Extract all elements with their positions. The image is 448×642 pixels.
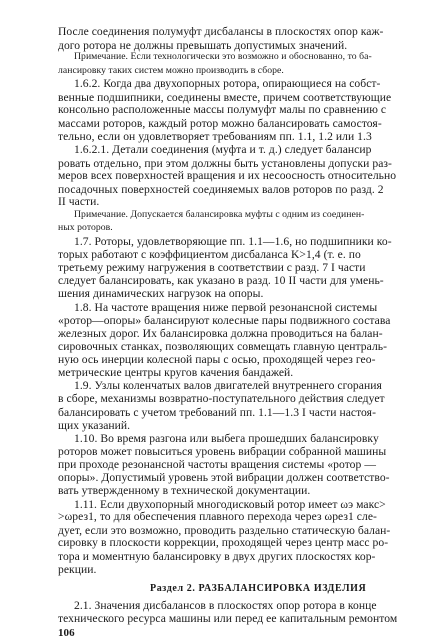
text-line: 1.11. Если двухопорный многодисковый ротор имеет ωэ макс> (74, 498, 386, 511)
text-line: железных дорог. Их балансировка должна проводиться на балан- (58, 327, 383, 340)
text-line: вать утвержденному в технической документации. (58, 484, 311, 497)
text-line: роторов может повыситься уровень вибрации собранной машины (58, 445, 387, 458)
text-line: венные подшипники, соединены вместе, причем соответствующие (58, 91, 392, 104)
text-line: ровать отдельно, при этом должны быть установлены допуски раз- (58, 157, 392, 170)
text-line: 1.8. На частоте вращения ниже первой резонансной системы (74, 301, 378, 314)
text-line: дого ротора не должны превышать допустимых значений. (58, 39, 348, 52)
page-number: 106 (58, 627, 75, 639)
text-line: при проходе резонансной частоты вращения системы «ротор — (58, 458, 376, 471)
text-line: рекции. (58, 563, 97, 576)
text-line: ную ось инерции колесной пары с осью, проходящей через гео- (58, 353, 376, 366)
text-line: 1.9. Узлы коленчатых валов двигателей внутреннего сгорания (74, 379, 382, 392)
text-line: третьему режиму нагружения в соответствии с разд. 7 I части (58, 261, 366, 274)
text-line: 2.1. Значения дисбалансов в плоскостях опор ротора в конце (74, 599, 377, 612)
note-line: Примечание. Если технологически это возможно и обоснованно, то ба- (74, 51, 372, 62)
text-line: меров всех поверхностей вращения и их несоосность относительно (58, 169, 397, 182)
section-heading: Раздел 2. РАЗБАЛАНСИРОВКА ИЗДЕЛИЯ (150, 583, 367, 594)
text-line: дует, если это возможно, проводить раздельно статическую балан- (58, 524, 391, 537)
text-line: 1.7. Роторы, удовлетворяющие пп. 1.1—1.6, но подшипники ко- (74, 235, 392, 248)
text-line: следует балансировать, как указано в разд. 10 II части для умень- (58, 274, 384, 287)
text-line: 1.10. Во время разгона или выбега прошедших балансировку (74, 432, 379, 445)
text-line: >ωрез1, то для обеспечения плавного перехода через ωрез1 сле- (58, 510, 377, 523)
text-line: торых работают с коэффициентом дисбаланса K>1,4 (т. е. по (58, 248, 361, 261)
text-line: II части. (58, 195, 100, 208)
note-line: лансировку таких систем можно производить в сборе. (58, 65, 284, 76)
text-line: «ротор—опоры» балансируют колесные пары подвижного состава (58, 314, 391, 327)
text-line: посадочных поверхностей соединяемых валов роторов по разд. 2 (58, 183, 384, 196)
text-line: 1.6.2. Когда два двухопорных ротора, опирающиеся на собст- (74, 77, 381, 90)
text-line: в сборе, механизмы возвратно-поступательного действия следует (58, 392, 385, 405)
text-line: метрические центры кругов качения бандажей. (58, 366, 294, 379)
note-line: Примечание. Допускается балансировка муфты с одним из соединен- (74, 209, 365, 220)
text-line: технического ресурса машины или перед ее капитальным ремонтом (58, 612, 398, 625)
text-line: тельно, если он удовлетворяет требованиям пп. 1.1, 1.2 или 1.3 (58, 130, 372, 143)
text-line: тора и моментную балансировку в двух других плоскостях кор- (58, 550, 376, 563)
text-line: балансировать с учетом требований пп. 1.1—1.3 I части настоя- (58, 406, 376, 419)
text-line: сировку в плоскости коррекции, проходящей через центр масс ро- (58, 536, 389, 549)
text-line: массами роторов, каждый ротор можно балансировать самостоя- (58, 117, 382, 130)
text-line: сировочных станках, позволяющих совмещать главную централь- (58, 340, 388, 353)
text-line: консольно расположенные массы полумуфт малы по сравнению с (58, 103, 387, 116)
text-line: После соединения полумуфт дисбалансы в плоскостях опор каж- (58, 25, 384, 38)
text-line: щих указаний. (58, 419, 131, 432)
text-line: опоры». Допустимый уровень этой вибрации должен соответство- (58, 471, 390, 484)
text-line: шения динамических нагрузок на опоры. (58, 287, 264, 300)
text-line: 1.6.2.1. Детали соединения (муфта и т. д.) следует балансир (74, 143, 372, 156)
note-line: ных роторов. (58, 222, 113, 233)
